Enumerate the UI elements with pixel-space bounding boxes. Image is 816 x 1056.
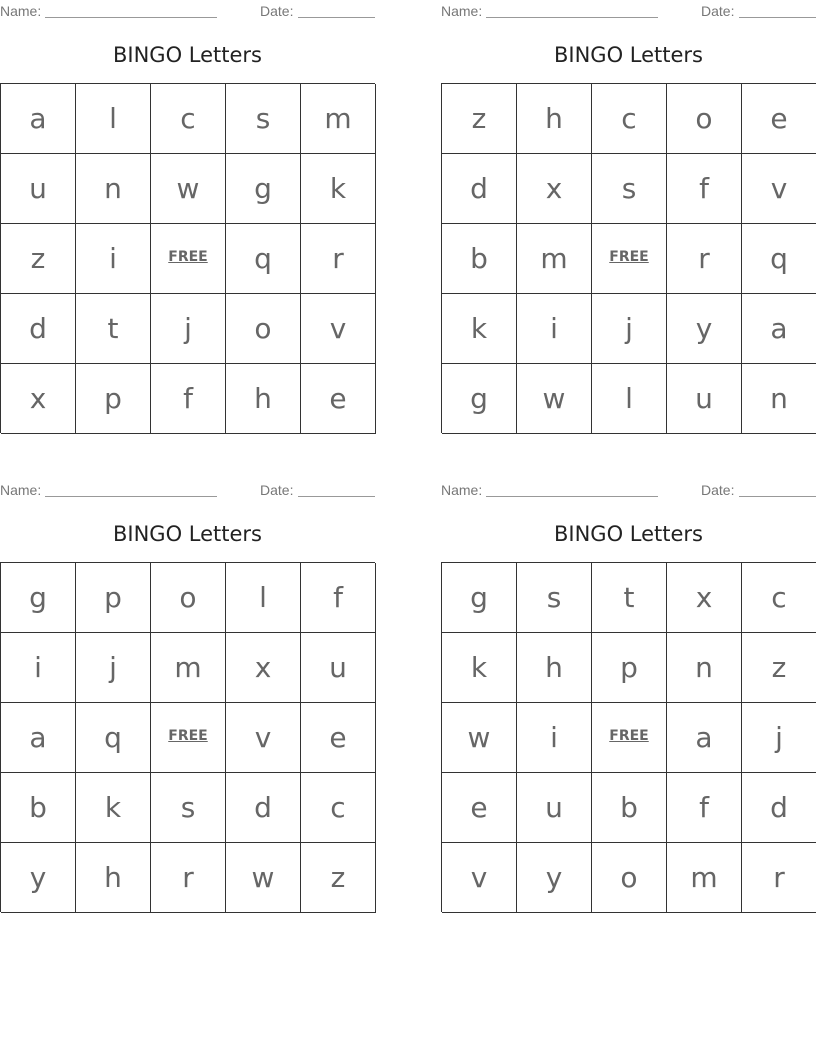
bingo-cell: u xyxy=(517,773,592,843)
bingo-cell: i xyxy=(76,224,151,294)
name-blank-line xyxy=(45,17,217,18)
bingo-cell: s xyxy=(517,563,592,633)
bingo-cell: z xyxy=(301,843,376,913)
bingo-cell: x xyxy=(1,364,76,434)
date-label: Date: xyxy=(260,482,294,498)
bingo-cell: r xyxy=(301,224,376,294)
card-title: BINGO Letters xyxy=(554,43,703,67)
bingo-cell: d xyxy=(442,154,517,224)
bingo-cell: w xyxy=(442,703,517,773)
name-blank-line xyxy=(486,496,658,497)
bingo-cell: o xyxy=(667,84,742,154)
bingo-card xyxy=(441,0,816,433)
bingo-cell: w xyxy=(226,843,301,913)
bingo-cell: a xyxy=(1,703,76,773)
date-blank-line xyxy=(298,496,375,497)
bingo-cell: v xyxy=(442,843,517,913)
bingo-cell: p xyxy=(76,563,151,633)
bingo-cell: e xyxy=(442,773,517,843)
bingo-cell: o xyxy=(226,294,301,364)
bingo-cell: t xyxy=(76,294,151,364)
bingo-cell: l xyxy=(76,84,151,154)
bingo-cell: z xyxy=(1,224,76,294)
bingo-cell: d xyxy=(226,773,301,843)
bingo-cell: l xyxy=(592,364,667,434)
bingo-cell: m xyxy=(667,843,742,913)
bingo-cell: r xyxy=(742,843,816,913)
bingo-cell: g xyxy=(442,364,517,434)
name-label: Name: xyxy=(0,3,42,19)
bingo-cell: h xyxy=(517,84,592,154)
bingo-cell: k xyxy=(301,154,376,224)
bingo-cell: h xyxy=(226,364,301,434)
card-title: BINGO Letters xyxy=(113,43,262,67)
bingo-cell: s xyxy=(151,773,226,843)
bingo-cell: l xyxy=(226,563,301,633)
date-blank-line xyxy=(739,496,816,497)
bingo-cell: j xyxy=(76,633,151,703)
bingo-cell: i xyxy=(517,703,592,773)
bingo-grid xyxy=(441,562,816,912)
name-label: Name: xyxy=(441,3,483,19)
bingo-cell: b xyxy=(592,773,667,843)
bingo-cell: g xyxy=(1,563,76,633)
bingo-cell: b xyxy=(442,224,517,294)
bingo-cell: o xyxy=(151,563,226,633)
bingo-cell: d xyxy=(1,294,76,364)
bingo-cell: i xyxy=(1,633,76,703)
bingo-cell: k xyxy=(76,773,151,843)
bingo-cell: g xyxy=(442,563,517,633)
free-space-cell: FREE xyxy=(151,224,226,294)
bingo-cell: h xyxy=(517,633,592,703)
date-label: Date: xyxy=(701,3,735,19)
bingo-cell: f xyxy=(667,154,742,224)
bingo-cell: y xyxy=(1,843,76,913)
bingo-cell: n xyxy=(76,154,151,224)
bingo-card xyxy=(0,0,375,433)
bingo-cell: g xyxy=(226,154,301,224)
bingo-cell: d xyxy=(742,773,816,843)
bingo-cell: s xyxy=(226,84,301,154)
bingo-cell: u xyxy=(667,364,742,434)
bingo-cell: w xyxy=(517,364,592,434)
date-blank-line xyxy=(298,17,375,18)
bingo-cell: a xyxy=(742,294,816,364)
date-blank-line xyxy=(739,17,816,18)
bingo-cell: j xyxy=(151,294,226,364)
bingo-cell: u xyxy=(301,633,376,703)
bingo-grid xyxy=(0,562,375,912)
bingo-cell: z xyxy=(742,633,816,703)
date-label: Date: xyxy=(701,482,735,498)
bingo-cell: c xyxy=(592,84,667,154)
bingo-cell: c xyxy=(742,563,816,633)
card-title: BINGO Letters xyxy=(554,522,703,546)
bingo-cell: t xyxy=(592,563,667,633)
name-label: Name: xyxy=(0,482,42,498)
bingo-cell: x xyxy=(226,633,301,703)
bingo-cell: q xyxy=(76,703,151,773)
bingo-cell: y xyxy=(517,843,592,913)
bingo-cell: j xyxy=(742,703,816,773)
bingo-grid xyxy=(0,83,375,433)
bingo-cell: m xyxy=(517,224,592,294)
bingo-cell: o xyxy=(592,843,667,913)
free-space-cell: FREE xyxy=(592,703,667,773)
bingo-cell: v xyxy=(301,294,376,364)
bingo-cell: e xyxy=(301,703,376,773)
bingo-cell: q xyxy=(742,224,816,294)
bingo-cell: v xyxy=(742,154,816,224)
bingo-cell: c xyxy=(151,84,226,154)
bingo-cell: p xyxy=(76,364,151,434)
bingo-cell: u xyxy=(1,154,76,224)
bingo-card xyxy=(0,479,375,912)
bingo-cell: x xyxy=(517,154,592,224)
free-space-cell: FREE xyxy=(592,224,667,294)
bingo-cell: e xyxy=(301,364,376,434)
bingo-cell: f xyxy=(301,563,376,633)
bingo-cell: b xyxy=(1,773,76,843)
bingo-cell: i xyxy=(517,294,592,364)
bingo-cell: q xyxy=(226,224,301,294)
bingo-cell: k xyxy=(442,294,517,364)
bingo-cell: v xyxy=(226,703,301,773)
bingo-cell: r xyxy=(151,843,226,913)
name-blank-line xyxy=(45,496,217,497)
name-blank-line xyxy=(486,17,658,18)
bingo-cell: c xyxy=(301,773,376,843)
bingo-cell: f xyxy=(667,773,742,843)
bingo-cell: e xyxy=(742,84,816,154)
bingo-cell: h xyxy=(76,843,151,913)
free-space-cell: FREE xyxy=(151,703,226,773)
bingo-cell: j xyxy=(592,294,667,364)
name-label: Name: xyxy=(441,482,483,498)
bingo-cell: f xyxy=(151,364,226,434)
bingo-cell: z xyxy=(442,84,517,154)
bingo-cell: n xyxy=(742,364,816,434)
bingo-cell: a xyxy=(667,703,742,773)
bingo-cell: a xyxy=(1,84,76,154)
bingo-cell: x xyxy=(667,563,742,633)
bingo-cell: r xyxy=(667,224,742,294)
bingo-cell: y xyxy=(667,294,742,364)
bingo-cell: n xyxy=(667,633,742,703)
date-label: Date: xyxy=(260,3,294,19)
card-title: BINGO Letters xyxy=(113,522,262,546)
bingo-card xyxy=(441,479,816,912)
bingo-cell: w xyxy=(151,154,226,224)
bingo-cell: p xyxy=(592,633,667,703)
bingo-cell: s xyxy=(592,154,667,224)
bingo-cell: k xyxy=(442,633,517,703)
bingo-cell: m xyxy=(301,84,376,154)
bingo-grid xyxy=(441,83,816,433)
bingo-cell: m xyxy=(151,633,226,703)
